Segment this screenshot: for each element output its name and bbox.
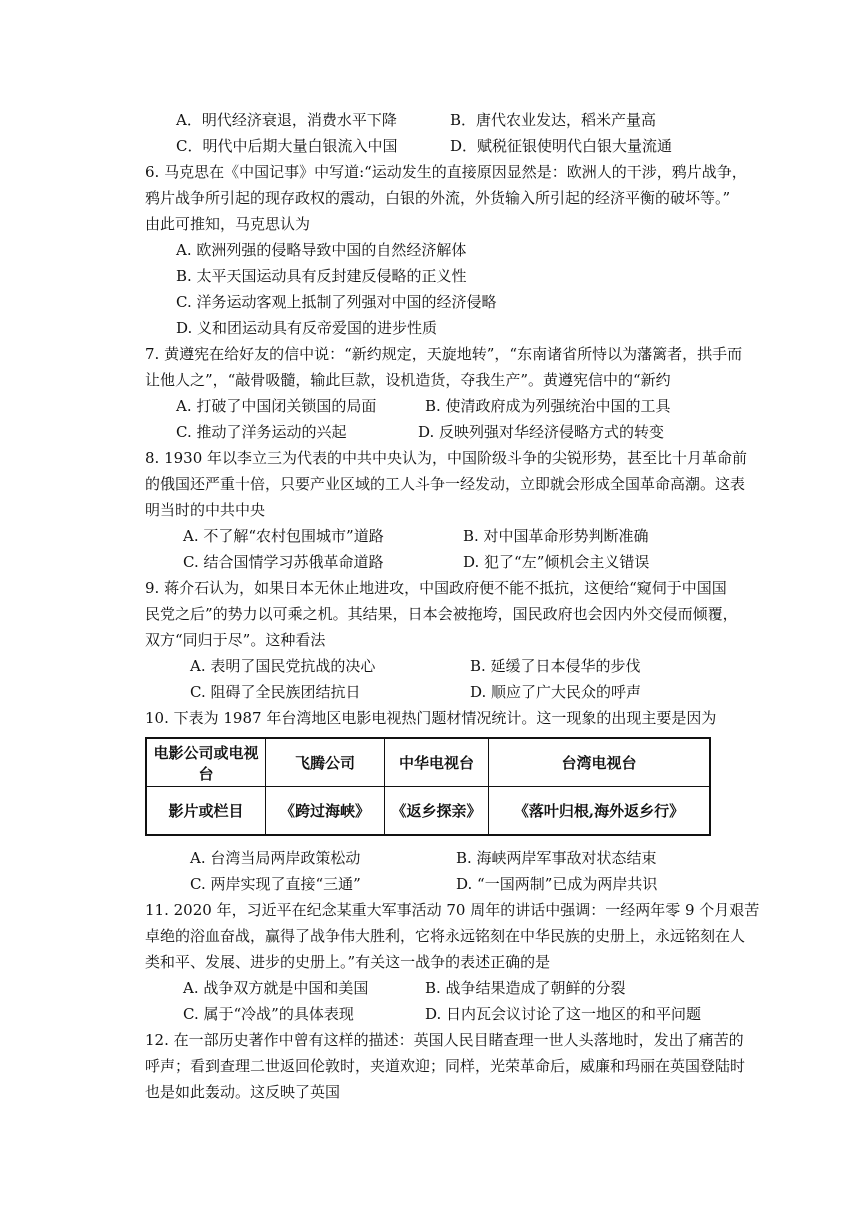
q8-option-a: A. 不了解“农村包围城市”道路 bbox=[183, 527, 384, 545]
q11-option-b: B. 战争结果造成了朝鲜的分裂 bbox=[425, 979, 626, 997]
q8-option-b: B. 对中国革命形势判断准确 bbox=[463, 527, 649, 545]
q10-table bbox=[145, 737, 711, 836]
q7-option-c: C. 推动了洋务运动的兴起 bbox=[176, 423, 347, 441]
q10-option-a: A. 台湾当局两岸政策松动 bbox=[190, 849, 361, 867]
table-header-cell: 台湾电视台 bbox=[489, 738, 711, 787]
table-cell: 影片或栏目 bbox=[146, 787, 266, 836]
table-row bbox=[146, 787, 710, 836]
q9-stem-line-3: 双方“同归于尽”。这种看法 bbox=[145, 631, 326, 649]
table-cell: 《落叶归根,海外返乡行》 bbox=[489, 787, 711, 836]
q9-stem-line-2: 民党之后”的势力以可乘之机。其结果，日本会被拖垮，国民政府也会因内外交侵而倾覆， bbox=[145, 605, 738, 623]
q10-option-c: C. 两岸实现了直接“三通” bbox=[190, 875, 361, 893]
q10-option-b: B. 海峡两岸军事敌对状态结束 bbox=[456, 849, 657, 867]
q5-option-d: D．赋税征银使明代白银大量流通 bbox=[450, 137, 673, 155]
q9-option-b: B. 延缓了日本侵华的步伐 bbox=[470, 657, 641, 675]
q7-option-a: A. 打破了中国闭关锁国的局面 bbox=[176, 397, 377, 415]
q5-option-c: C．明代中后期大量白银流入中国 bbox=[176, 137, 398, 155]
q8-option-c: C. 结合国情学习苏俄革命道路 bbox=[183, 553, 384, 571]
q7-stem-line-1: 7. 黄遵宪在给好友的信中说：“新约规定，天旋地转”，“东南诸省所恃以为藩篱者，拱手而 bbox=[145, 345, 743, 363]
q9-option-a: A. 表明了国民党抗战的决心 bbox=[190, 657, 376, 675]
q6-option-c: C. 洋务运动客观上抵制了列强对中国的经济侵略 bbox=[176, 293, 497, 311]
table-cell: 《返乡探亲》 bbox=[385, 787, 489, 836]
table-header-cell: 飞腾公司 bbox=[266, 738, 385, 787]
q6-stem-line-1: 6. 马克思在《中国记事》中写道:“运动发生的直接原因显然是：欧洲人的干涉，鸦片战争， bbox=[145, 163, 747, 181]
q11-option-c: C. 属于“冷战”的具体表现 bbox=[183, 1005, 354, 1023]
q11-option-a: A. 战争双方就是中国和美国 bbox=[183, 979, 369, 997]
q11-stem-line-3: 类和平、发展、进步的史册上。”有关这一战争的表述正确的是 bbox=[145, 953, 551, 971]
q6-stem-line-3: 由此可推知，马克思认为 bbox=[145, 215, 311, 233]
q12-stem-line-2: 呼声；看到查理二世返回伦敦时，夹道欢迎；同样，光荣革命后，威廉和玛丽在英国登陆时 bbox=[145, 1057, 746, 1075]
q9-option-d: D. 顺应了广大民众的呼声 bbox=[470, 683, 642, 701]
q11-stem-line-1: 11. 2020 年，习近平在纪念某重大军事活动 70 周年的讲话中强调：一经两年零 9 个月艰苦 bbox=[145, 901, 760, 919]
q12-stem-line-1: 12. 在一部历史著作中曾有这样的描述：英国人民目睹查理一世人头落地时，发出了痛苦的 bbox=[145, 1031, 744, 1049]
q12-stem-line-3: 也是如此轰动。这反映了英国 bbox=[145, 1083, 341, 1101]
table-header-row bbox=[146, 738, 710, 787]
q11-option-d: D. 日内瓦会议讨论了这一地区的和平问题 bbox=[425, 1005, 702, 1023]
q5-option-a: A．明代经济衰退，消费水平下降 bbox=[176, 111, 397, 129]
q6-option-a: A. 欧洲列强的侵略导致中国的自然经济解体 bbox=[176, 241, 467, 259]
q10-option-d: D. “一国两制”已成为两岸共识 bbox=[456, 875, 658, 893]
q6-stem-line-2: 鸦片战争所引起的现存政权的震动，白银的外流，外货输入所引起的经济平衡的破坏等。” bbox=[145, 189, 731, 207]
q9-stem-line-1: 9. 蒋介石认为，如果日本无休止地进攻，中国政府便不能不抵抗，这便给“窥伺于中国国 bbox=[145, 579, 727, 597]
q8-stem-line-3: 明当时的中共中央 bbox=[145, 501, 266, 519]
q8-stem-line-2: 的俄国还严重十倍，只要产业区域的工人斗争一经发动，立即就会形成全国革命高潮。这表 bbox=[145, 475, 746, 493]
q5-option-b: B．唐代农业发达，稻米产量高 bbox=[450, 111, 657, 129]
q10-stem-line-1: 10. 下表为 1987 年台湾地区电影电视热门题材情况统计。这一现象的出现主要是因为 bbox=[145, 709, 717, 727]
q7-stem-line-2: 让他人之”，“敲骨吸髓，输此巨款，设机造货，夺我生产”。黄遵宪信中的“新约 bbox=[145, 371, 671, 389]
q8-stem-line-1: 8. 1930 年以李立三为代表的中共中央认为，中国阶级斗争的尖锐形势，甚至比十月革命前 bbox=[145, 449, 748, 467]
q7-option-d: D. 反映列强对华经济侵略方式的转变 bbox=[418, 423, 665, 441]
table-cell: 《跨过海峡》 bbox=[266, 787, 385, 836]
q6-option-b: B. 太平天国运动具有反封建反侵略的正义性 bbox=[176, 267, 467, 285]
table-header-cell: 电影公司或电视台 bbox=[146, 738, 266, 787]
q11-stem-line-2: 卓绝的浴血奋战，赢得了战争伟大胜利，它将永远铭刻在中华民族的史册上，永远铭刻在人 bbox=[145, 927, 746, 945]
q6-option-d: D. 义和团运动具有反帝爱国的进步性质 bbox=[176, 319, 438, 337]
table-header-cell: 中华电视台 bbox=[385, 738, 489, 787]
q8-option-d: D. 犯了“左”倾机会主义错误 bbox=[463, 553, 650, 571]
q7-option-b: B. 使清政府成为列强统治中国的工具 bbox=[425, 397, 671, 415]
q9-option-c: C. 阻碍了全民族团结抗日 bbox=[190, 683, 361, 701]
